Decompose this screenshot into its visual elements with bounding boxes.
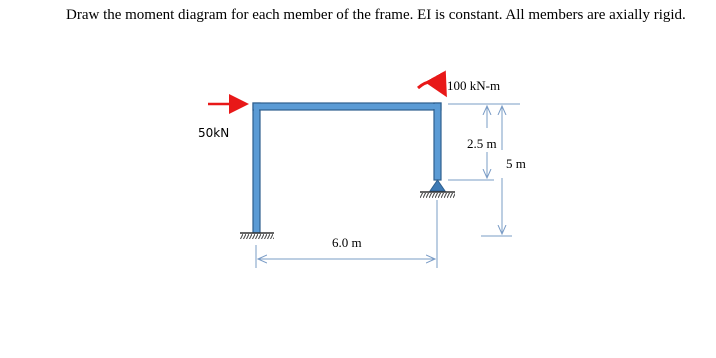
beam-span-label: 6.0 m — [332, 235, 362, 250]
tall-column-height-label: 5 m — [506, 156, 526, 171]
applied-moment-label: 100 kN-m — [447, 78, 501, 93]
applied-moment-arrow — [418, 82, 444, 92]
horizontal-force-label: 50kN — [198, 126, 230, 140]
fixed-support — [240, 233, 274, 239]
pin-support — [420, 180, 455, 198]
problem-statement: Draw the moment diagram for each member of the frame. EI is constant. All members are axially rigid. — [66, 7, 686, 23]
short-column-height-label: 2.5 m — [467, 136, 497, 151]
beam-span-dimension — [256, 200, 437, 268]
